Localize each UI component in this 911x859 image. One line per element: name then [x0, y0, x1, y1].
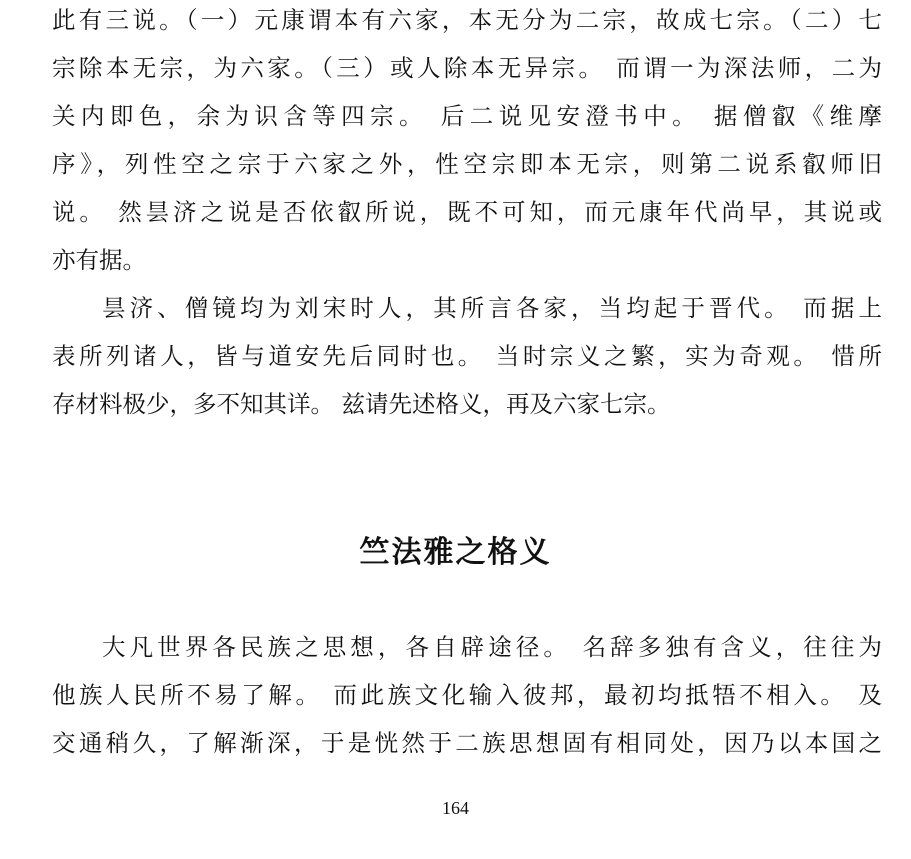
- text-line: 宗除本无宗，为六家。（三）或人除本无异宗。 而谓一为深法师，二为: [52, 54, 882, 82]
- text-line: 亦有据。: [52, 246, 146, 274]
- text-line: 关内即色，余为识含等四宗。 后二说见安澄书中。 据僧叡《维摩: [52, 102, 882, 130]
- text-line: 昙济、僧镜均为刘宋时人，其所言各家，当均起于晋代。 而据上: [102, 294, 882, 322]
- text-line: 交通稍久，了解渐深，于是恍然于二族思想固有相同处，因乃以本国之: [52, 729, 882, 757]
- text-line: 此有三说。（一）元康谓本有六家，本无分为二宗，故成七宗。（二）七: [52, 6, 882, 34]
- section-heading: 竺法雅之格义: [359, 535, 552, 570]
- text-line: 序》，列性空之宗于六家之外，性空宗即本无宗，则第二说系叡师旧: [52, 150, 882, 178]
- text-line: 大凡世界各民族之思想，各自辟途径。 名辞多独有含义，往往为: [102, 633, 882, 661]
- text-line: 表所列诸人，皆与道安先后同时也。 当时宗义之繁，实为奇观。 惜所: [52, 342, 882, 370]
- text-line: 说。 然昙济之说是否依叡所说，既不可知，而元康年代尚早，其说或: [52, 198, 882, 226]
- text-line: 存材料极少，多不知其详。 兹请先述格义，再及六家七宗。: [52, 390, 671, 418]
- text-line: 他族人民所不易了解。 而此族文化输入彼邦，最初均抵牾不相入。 及: [52, 681, 882, 709]
- page-number: 164: [442, 798, 469, 818]
